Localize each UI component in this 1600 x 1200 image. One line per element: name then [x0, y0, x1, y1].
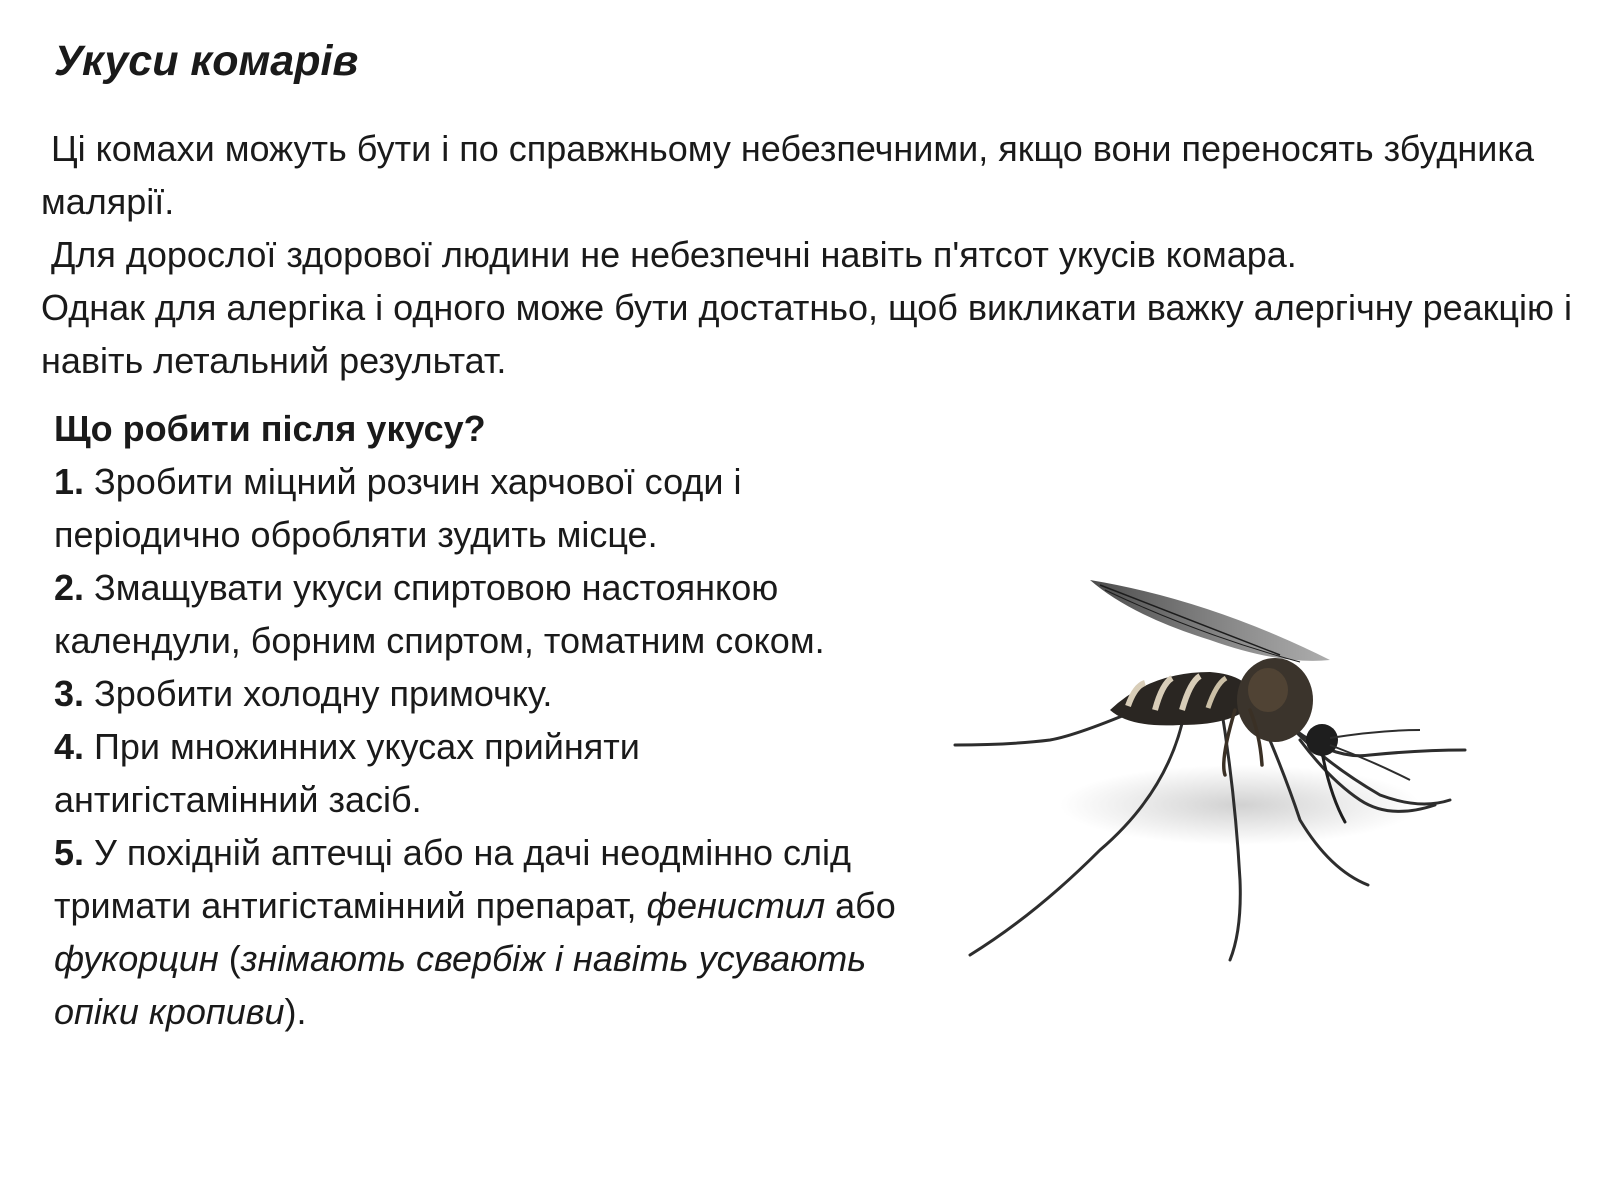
advice-item-number: 1. — [54, 461, 85, 502]
intro-paragraph-2: Для дорослої здорової людини не небезпечні навіть п'ятсот укусів комара. — [51, 234, 1297, 275]
advice-item-text: Змащувати укуси спиртовою настоянкою календули, борним спиртом, томатним соком. — [54, 567, 825, 661]
advice-item-number: 3. — [54, 673, 85, 714]
intro-paragraph-3: Однак для алергіка і одного може бути достатньо, щоб викликати важку алергічну реакцію і навіть летальний результат. — [41, 287, 1573, 381]
drug-name-fukortsin: фукорцин — [54, 938, 219, 979]
advice-heading: Що робити після укусу? — [54, 408, 486, 449]
paren-open: ( — [218, 938, 241, 979]
advice-item-number: 4. — [54, 726, 85, 767]
advice-item-text: При множинних укусах прийняти антигістамінний засіб. — [54, 726, 640, 820]
advice-item-number: 5. — [54, 832, 85, 873]
advice-section — [54, 402, 904, 1038]
advice-item-text: У похідній аптечці або на дачі неодмінно слід тримати антигістамінний препарат, — [54, 832, 852, 926]
advice-item-2 — [54, 561, 904, 667]
mosquito-icon — [950, 560, 1490, 980]
drug-effect-note: знімають свербіж і навіть усувають опіки кропиви — [54, 938, 867, 1032]
slide-title: Укуси комарів — [54, 37, 359, 85]
advice-list — [54, 455, 904, 1038]
advice-item-text: Зробити міцний розчин харчової соди і періодично обробляти зудить місце. — [54, 461, 742, 555]
advice-item-number: 2. — [54, 567, 85, 608]
advice-item-1 — [54, 455, 904, 561]
advice-item-connector: або — [825, 885, 896, 926]
advice-item-4 — [54, 720, 904, 826]
paren-close: ). — [284, 991, 307, 1032]
advice-item-3 — [54, 667, 904, 720]
intro-text — [41, 122, 1581, 387]
drug-name-fenistil: фенистил — [646, 885, 826, 926]
advice-item-5 — [54, 826, 904, 1038]
intro-paragraph-1: Ці комахи можуть бути і по справжньому небезпечними, якщо вони переносять збудника малярії. — [41, 128, 1534, 222]
advice-item-text: Зробити холодну примочку. — [84, 673, 553, 714]
